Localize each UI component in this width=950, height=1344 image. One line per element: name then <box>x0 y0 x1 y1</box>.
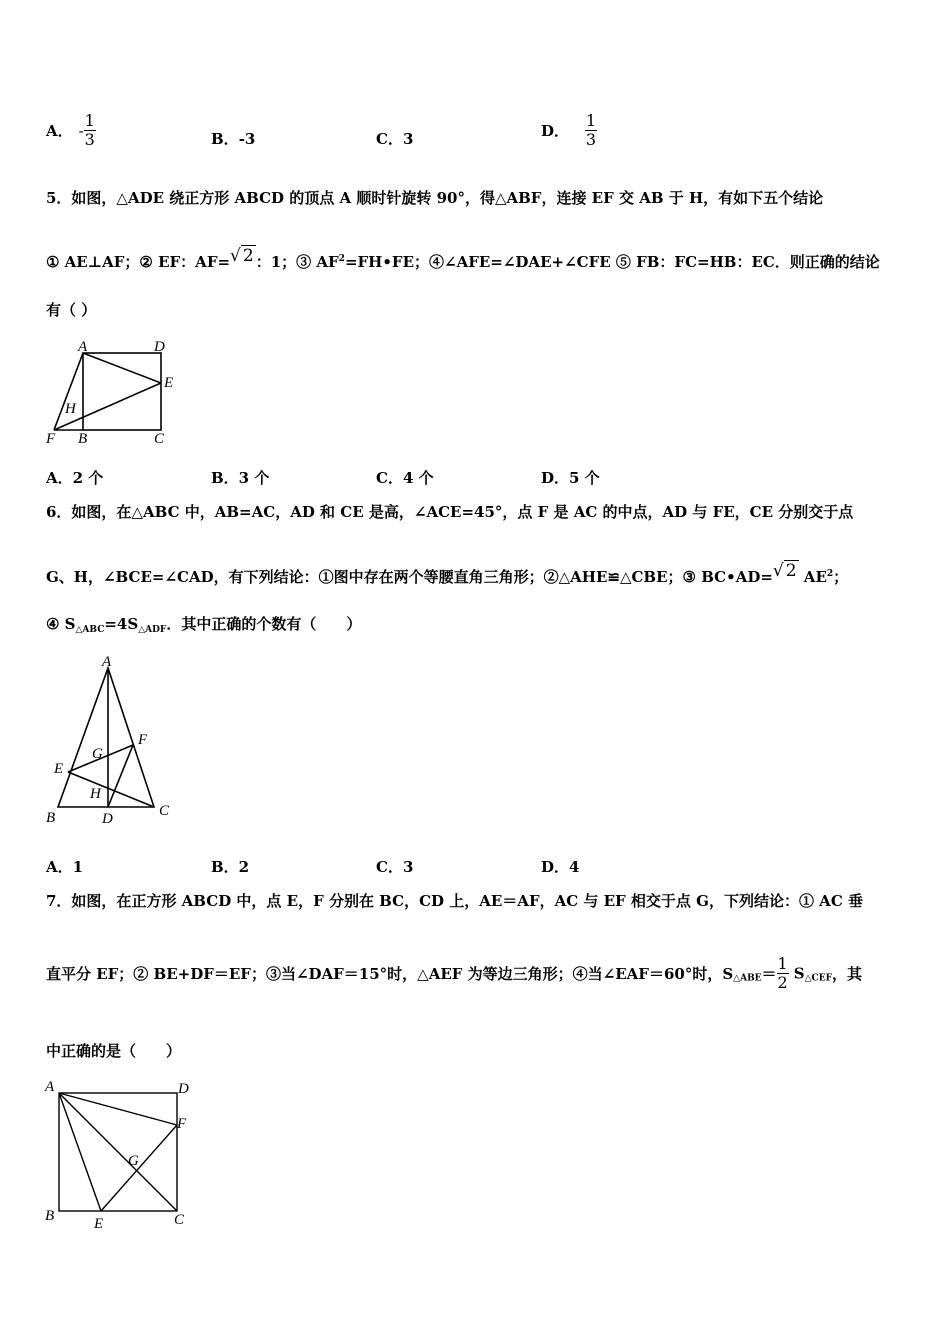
label-a: A <box>45 1079 55 1095</box>
q5-stem-line1: 5．如图，△ADE 绕正方形 ABCD 的顶点 A 顺时针旋转 90°，得△ABF，连接 EF 交 AB 于 H，有如下五个结论 <box>46 189 824 207</box>
label-h: H <box>90 786 101 802</box>
fraction: $\frac{1}{2}$ <box>777 954 788 992</box>
q5-option-d: D．5 个 <box>541 469 600 487</box>
q5-option-a: A．2 个 <box>46 469 104 487</box>
diagonal-ac <box>59 1093 177 1211</box>
q5-stem-line2: ① AE⊥AF；② EF：AF=√ 2 ：1；③ $AF^2=FH•FE$；④∠AFE=∠DAE+∠CFE ⑤ FB：FC=HB：EC．则正确的结论 <box>46 246 880 271</box>
label-f: F <box>177 1116 187 1132</box>
segment-ae <box>83 353 161 383</box>
fraction: $\frac{1}{3}$ <box>84 111 95 149</box>
q6-stem-line1: 6．如图，在△ABC 中，AB=AC，AD 和 CE 是高，∠ACE=45°，点 F 是 AC 的中点，AD 与 FE，CE 分别交于点 <box>46 503 854 521</box>
q5-option-c: C．4 个 <box>376 469 434 487</box>
q6-stem-line3: ④ $S_{\triangle ABC}=4S_{\triangle ADF}$．其中正确的个数有（ ） <box>46 615 362 635</box>
label-a: A <box>78 339 88 355</box>
label-c: C <box>174 1212 185 1228</box>
label-d: D <box>102 811 113 827</box>
label-f: F <box>46 431 56 447</box>
label-h: H <box>65 401 76 417</box>
q6-option-b: B．2 <box>211 858 250 876</box>
q6-option-c: C．3 <box>376 858 414 876</box>
label-b: B <box>46 810 56 826</box>
q5-stem-line3: 有（ ） <box>46 301 97 319</box>
fraction: $\frac{1}{3}$ <box>585 111 597 149</box>
label-e: E <box>164 375 174 391</box>
label-f: F <box>138 732 148 748</box>
q4-option-c: C．3 <box>376 130 414 148</box>
q6-option-d: D．4 <box>541 858 580 876</box>
label-g: G <box>92 746 103 762</box>
q7-figure <box>42 1075 202 1235</box>
label-b: B <box>78 431 88 447</box>
label-c: C <box>159 803 170 819</box>
q6-figure <box>42 650 177 832</box>
segment-af <box>59 1093 177 1125</box>
q5-figure <box>44 335 184 450</box>
label-d: D <box>178 1081 189 1097</box>
q7-stem-line1: 7．如图，在正方形 ABCD 中，点 E，F 分别在 BC，CD 上，AE＝AF，AC 与 EF 相交于点 G，下列结论：① AC 垂 <box>46 892 863 910</box>
label-b: B <box>45 1208 55 1224</box>
q4-option-b: B．-3 <box>211 130 256 148</box>
q4-option-d: D． $\frac{1}{3}$ <box>541 111 597 149</box>
segment-ef <box>101 1125 177 1211</box>
square-abcd <box>83 353 161 430</box>
q7-stem-line3: 中正确的是（ ） <box>46 1042 182 1060</box>
q5-option-b: B．3 个 <box>211 469 270 487</box>
label-a: A <box>102 654 112 670</box>
q4-option-a: A． - $\frac{1}{3}$ <box>46 111 95 149</box>
segment-ae <box>59 1093 101 1211</box>
sqrt-expression: √ 2 <box>230 246 254 266</box>
label-e: E <box>54 761 64 777</box>
label-e: E <box>94 1216 104 1232</box>
segment-ec <box>68 772 154 807</box>
q7-stem-line2: 直平分 EF；② BE+DF＝EF；③当∠DAF＝15°时，△AEF 为等边三角形；④当∠EAF＝60°时，$S_{\triangle ABE}=$ $\frac{1}{2}$ $S_{\triangle CEF}$，其 <box>46 954 862 992</box>
label-c: C <box>154 431 165 447</box>
q6-stem-line2: G、H，∠BCE=∠CAD，有下列结论：①图中存在两个等腰直角三角形；②△AHE≌△CBE；③ BC•AD=√ 2 $AE^2$； <box>46 561 849 586</box>
label-d: D <box>154 339 165 355</box>
label-g: G <box>128 1153 139 1169</box>
sqrt-expression: √ 2 <box>772 561 797 581</box>
q6-option-a: A．1 <box>46 858 84 876</box>
